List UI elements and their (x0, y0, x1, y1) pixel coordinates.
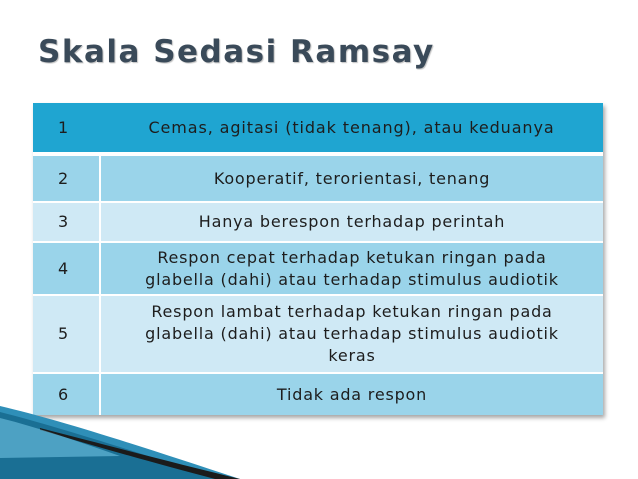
table-row (33, 242, 603, 295)
description-cell (100, 295, 603, 373)
score-cell: 5 (33, 295, 100, 373)
description-line: keras (328, 346, 376, 365)
description-cell: Tidak ada respon (100, 373, 603, 415)
score-cell: 6 (33, 373, 100, 415)
table-row (33, 154, 603, 202)
description-line: Respon lambat terhadap ketukan ringan pada (151, 302, 553, 321)
slide-title: Skala Sedasi Ramsay (38, 34, 435, 70)
description-cell (100, 242, 603, 295)
description-line: Respon cepat terhadap ketukan ringan pada (157, 247, 547, 267)
description-line: glabella (dahi) atau terhadap stimulus audiotik (145, 269, 559, 289)
score-cell: 2 (33, 154, 100, 202)
ramsay-scale-table (33, 103, 603, 415)
description-cell: Cemas, agitasi (tidak tenang), atau keduanya (100, 103, 603, 154)
description-cell: Hanya berespon terhadap perintah (100, 202, 603, 242)
description-cell: Kooperatif, terorientasi, tenang (100, 154, 603, 202)
description-line: glabella (dahi) atau terhadap stimulus audiotik (145, 324, 559, 343)
score-cell: 3 (33, 202, 100, 242)
score-cell: 4 (33, 242, 100, 295)
score-cell: 1 (33, 103, 100, 154)
table-row (33, 103, 603, 154)
table-row (33, 295, 603, 373)
table-row (33, 202, 603, 242)
decorative-swoosh-shape (0, 398, 240, 479)
